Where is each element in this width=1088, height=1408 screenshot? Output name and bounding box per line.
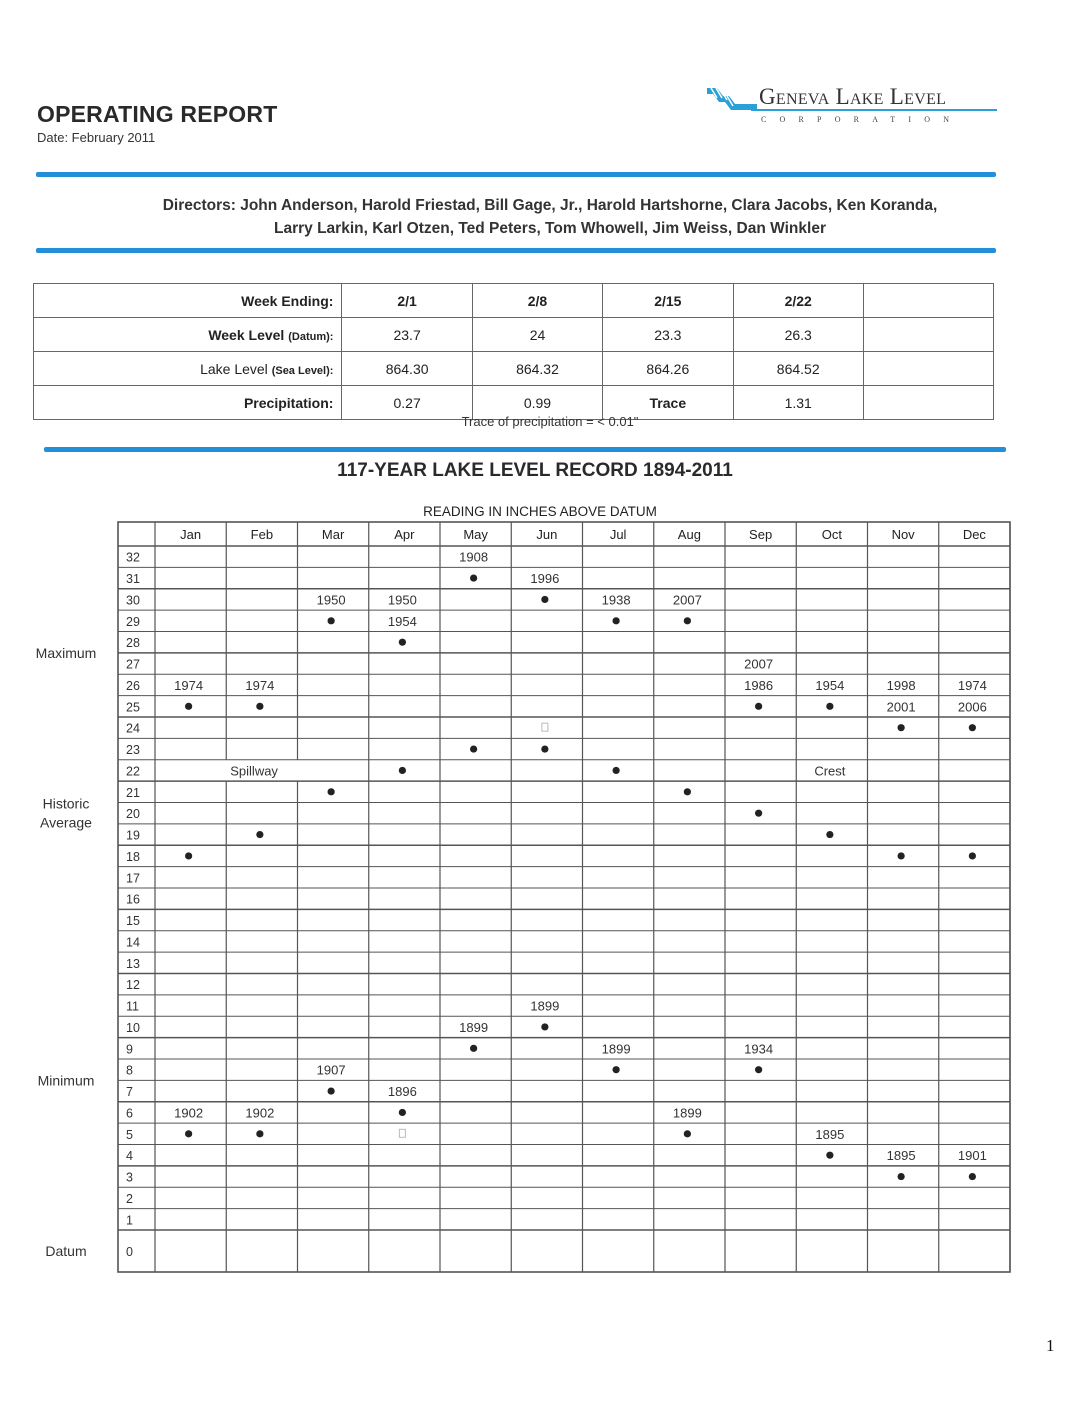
max-marker [256,703,263,710]
record-year: 1899 [459,1019,489,1035]
min-marker [185,1130,192,1137]
weekly-cell: 23.3 [603,318,733,352]
record-year: 1899 [672,1105,702,1121]
weekly-cell: 864.30 [342,352,472,386]
max-marker [185,703,192,710]
record-year: 2001 [886,699,916,715]
level-label: 18 [126,849,140,864]
max-marker [684,617,691,624]
record-year: 1899 [530,998,560,1014]
level-label: 7 [126,1085,133,1100]
side-label-historic [40,796,92,831]
record-year: 1954 [815,677,845,693]
side-label-maximum [36,645,97,661]
record-year: 1950 [316,592,346,608]
record-year: 1934 [744,1041,774,1057]
min-marker [684,1130,691,1137]
level-label: 9 [126,1042,133,1057]
month-header: Mar [321,527,345,542]
level-label: 3 [126,1170,133,1185]
directors-line-1: Directors: John Anderson, Harold Friestad, Bill Gage, Jr., Harold Hartshorne, Clara Jacobs, Ken Koranda, [162,197,938,214]
record-year: 1901 [957,1148,987,1164]
level-label: 19 [126,828,140,843]
side-label-line: Datum [45,1243,87,1259]
level-label: 26 [126,678,140,693]
weekly-cell: 864.32 [472,352,602,386]
average-marker [328,788,335,795]
max-marker [541,596,548,603]
record-year: 1895 [886,1148,916,1164]
record-year: 1998 [886,677,916,693]
side-label-datum [45,1243,86,1259]
side-label-minimum [38,1072,95,1088]
record-year: 2007 [744,656,774,672]
page-number: 1 [1046,1336,1055,1355]
trace-note: Trace of precipitation = < 0.01" [461,414,639,429]
record-year: 1954 [387,613,417,629]
level-label: 5 [126,1127,133,1142]
weekly-cell: 0.27 [342,386,472,420]
level-label: 12 [126,978,140,993]
page-title: OPERATING REPORT [37,101,278,127]
average-marker [684,788,691,795]
record-year: 1902 [245,1105,275,1121]
level-label: 11 [126,999,139,1014]
weekly-cell: 2/22 [733,284,863,318]
max-marker [328,617,335,624]
record-year: 1986 [744,677,774,693]
month-header: Jul [609,527,627,542]
month-header: Apr [394,527,415,542]
record-year: 1950 [387,592,417,608]
row-label-text: Precipitation: [243,394,334,411]
level-label: 31 [126,572,140,587]
record-year: 1908 [459,549,489,565]
max-marker [613,617,620,624]
month-header: Aug [677,527,701,542]
side-label-line: Historic [42,795,90,812]
level-label: 24 [126,721,140,736]
record-year: 1938 [601,592,631,608]
level-label: 23 [126,743,140,758]
record-year: 2006 [957,699,987,715]
min-marker [898,1173,905,1180]
record-year: 1974 [957,677,987,693]
average-marker [470,745,477,752]
average-marker [256,831,263,838]
month-header: Nov [891,527,915,542]
max-marker [399,639,406,646]
row-label-unit: (Sea Level): [271,364,334,377]
min-marker [826,1152,833,1159]
average-marker [969,852,976,859]
weekly-cell: 2/1 [342,284,472,318]
month-header: Oct [821,527,842,542]
weekly-cell: 26.3 [733,318,863,352]
level-label: 13 [126,956,140,971]
record-year: 1974 [245,677,275,693]
month-header: Jun [536,527,558,542]
record-year: 1899 [601,1041,631,1057]
record-year: 1896 [387,1084,417,1100]
level-label: 10 [126,1020,140,1035]
month-header: Dec [962,527,986,542]
min-marker [470,1045,477,1052]
min-marker [755,1066,762,1073]
weekly-cell: 2/15 [603,284,733,318]
month-header: Feb [250,527,274,542]
level-label: 16 [126,892,140,907]
record-year: 1895 [815,1126,845,1142]
level-label: 1 [126,1213,133,1228]
max-marker [969,724,976,731]
crest-label: Crest [814,763,846,779]
max-marker [755,703,762,710]
level-label: 30 [126,593,140,608]
max-marker [898,724,905,731]
record-year: 1902 [174,1105,204,1121]
average-marker [185,852,192,859]
level-label: 2 [126,1191,133,1206]
average-marker [898,852,905,859]
weekly-cell: 864.26 [603,352,733,386]
average-marker [755,810,762,817]
directors-line-2: Larry Larkin, Karl Otzen, Ted Peters, Tom Whowell, Jim Weiss, Dan Winkler [274,220,826,237]
record-year: 2007 [672,592,702,608]
min-marker [399,1109,406,1116]
min-marker [613,1066,620,1073]
record-year: 1907 [316,1062,346,1078]
current-level-marker [399,1129,405,1137]
level-label: 22 [126,764,140,779]
weekly-cell: Trace [603,386,733,420]
weekly-cell: 2/8 [472,284,602,318]
current-level-marker [542,723,548,731]
level-label: 27 [126,657,140,672]
side-label-line: Average [40,814,92,831]
level-label: 28 [126,636,140,651]
level-label: 0 [126,1245,133,1259]
level-label: 17 [126,871,140,886]
record-year: 1974 [174,677,204,693]
report-date: Date: February 2011 [37,130,156,145]
level-label: 29 [126,614,140,629]
level-label: 32 [126,550,140,565]
level-label: 14 [126,935,140,950]
chart-title: 117-YEAR LAKE LEVEL RECORD 1894-2011 [337,460,733,481]
record-year: 1996 [530,571,560,587]
level-label: 4 [126,1149,133,1164]
row-label-text: Week Ending: [241,292,334,309]
average-marker [613,767,620,774]
side-label-line: Maximum [35,644,97,661]
weekly-cell: 23.7 [342,318,472,352]
min-marker [969,1173,976,1180]
level-label: 6 [126,1106,133,1121]
level-label: 15 [126,914,140,929]
min-marker [541,1023,548,1030]
weekly-cell: 1.31 [733,386,863,420]
side-label-line: Minimum [37,1072,95,1089]
weekly-cell: 0.99 [472,386,602,420]
month-header: Sep [749,527,773,542]
average-marker [399,767,406,774]
average-marker [826,831,833,838]
weekly-cell: 24 [472,318,602,352]
level-label: 25 [126,700,140,715]
logo-name: Geneva Lake Level [759,84,947,109]
logo-subtitle: CORPORATION [761,115,963,124]
month-header: May [463,527,488,542]
chart-subtitle: READING IN INCHES ABOVE DATUM [423,504,657,519]
level-label: 20 [126,807,140,822]
month-header: Jan [180,527,202,542]
level-label: 8 [126,1063,133,1078]
row-label-unit: (Datum): [288,330,334,343]
min-marker [256,1130,263,1137]
weekly-cell: 864.52 [733,352,863,386]
average-marker [541,745,548,752]
spillway-label: Spillway [230,763,278,779]
max-marker [826,703,833,710]
grid-border [118,522,1010,1272]
min-marker [328,1087,335,1094]
row-label-text: Lake Level [200,360,272,377]
row-label-text: Week Level [208,326,289,343]
level-label: 21 [126,785,140,800]
max-marker [470,574,477,581]
